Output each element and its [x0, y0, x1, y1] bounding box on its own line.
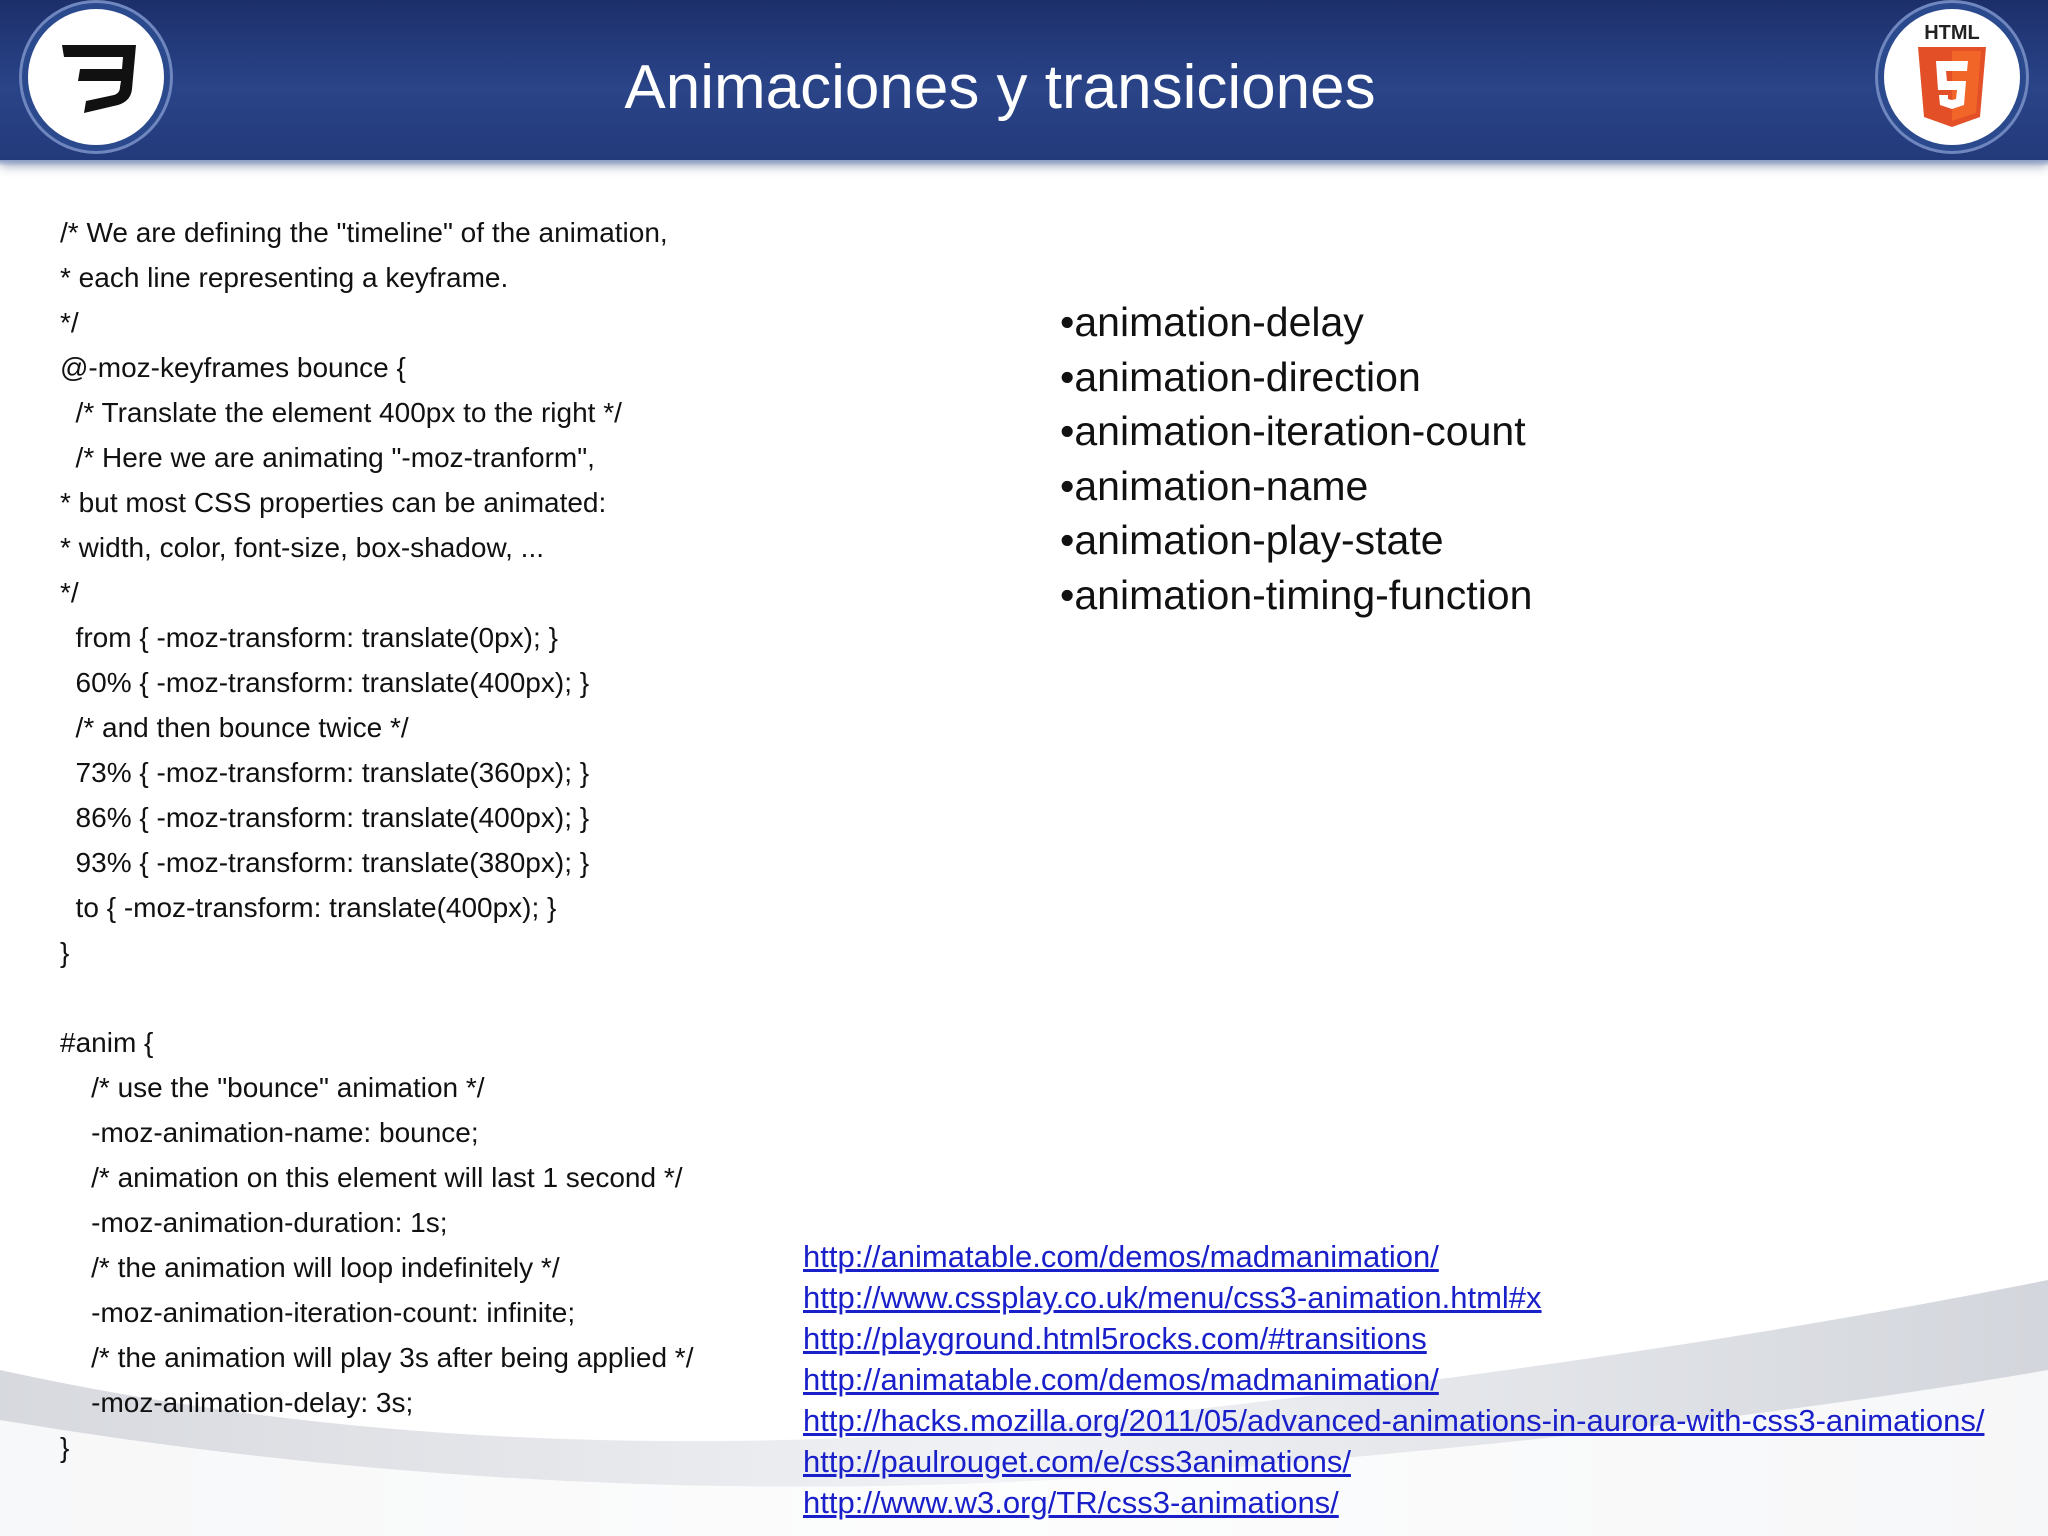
- code-line: 93% { -moz-transform: translate(380px); }: [60, 847, 590, 878]
- reference-link[interactable]: http://animatable.com/demos/madmanimation/: [803, 1239, 1439, 1274]
- reference-link[interactable]: http://paulrouget.com/e/css3animations/: [803, 1444, 1351, 1479]
- reference-link[interactable]: http://www.cssplay.co.uk/menu/css3-animation.html#x: [803, 1280, 1542, 1315]
- code-line: /* Here we are animating "-moz-tranform",: [60, 442, 595, 473]
- code-line: * each line representing a keyframe.: [60, 262, 509, 293]
- code-line: from { -moz-transform: translate(0px); }: [60, 622, 558, 653]
- code-line: 60% { -moz-transform: translate(400px); }: [60, 667, 590, 698]
- property-item: •animation-timing-function: [1060, 571, 1533, 618]
- code-line: @-moz-keyframes bounce {: [60, 352, 406, 383]
- code-line: /* Translate the element 400px to the right */: [60, 397, 622, 428]
- animation-properties-list: [1060, 295, 1760, 622]
- reference-links: [803, 1236, 2043, 1523]
- code-line: */: [60, 307, 79, 338]
- code-line: -moz-animation-delay: 3s;: [60, 1387, 414, 1418]
- code-line: [60, 975, 820, 1020]
- property-item: •animation-name: [1060, 462, 1369, 509]
- header-shadow-line: [0, 160, 2048, 166]
- property-item: •animation-iteration-count: [1060, 408, 1526, 454]
- html5-shield-icon: [1878, 3, 2026, 151]
- property-item: •animation-play-state: [1060, 517, 1444, 563]
- code-line: /* use the "bounce" animation */: [60, 1072, 485, 1103]
- reference-link[interactable]: http://www.w3.org/TR/css3-animations/: [803, 1485, 1339, 1520]
- code-block: [60, 210, 820, 1470]
- code-line: -moz-animation-name: bounce;: [60, 1117, 479, 1148]
- code-line: /* animation on this element will last 1 second */: [60, 1162, 683, 1193]
- slide-title: Animaciones y transiciones: [624, 53, 1376, 122]
- code-line: /* the animation will play 3s after being applied */: [60, 1342, 694, 1373]
- code-line: /* and then bounce twice */: [60, 712, 409, 743]
- code-line: /* the animation will loop indefinitely */: [60, 1252, 560, 1283]
- code-line: }: [60, 937, 70, 968]
- reference-link[interactable]: http://hacks.mozilla.org/2011/05/advanced-animations-in-aurora-with-css3-animations/: [803, 1403, 1985, 1438]
- code-line: }: [60, 1432, 70, 1463]
- html5-logo-label: HTML: [1924, 22, 1980, 44]
- reference-link[interactable]: http://playground.html5rocks.com/#transitions: [803, 1321, 1427, 1356]
- code-line: */: [60, 577, 79, 608]
- property-item: •animation-direction: [1060, 353, 1421, 400]
- code-line: to { -moz-transform: translate(400px); }: [60, 892, 557, 923]
- css3-shield-icon: [22, 3, 170, 151]
- code-line: /* We are defining the "timeline" of the animation,: [60, 217, 668, 248]
- code-line: -moz-animation-duration: 1s;: [60, 1207, 448, 1238]
- property-item: •animation-delay: [1060, 299, 1364, 345]
- code-line: * but most CSS properties can be animated:: [60, 487, 607, 518]
- code-line: -moz-animation-iteration-count: infinite;: [60, 1297, 576, 1328]
- reference-link[interactable]: http://animatable.com/demos/madmanimation/: [803, 1362, 1439, 1397]
- code-line: 86% { -moz-transform: translate(400px); }: [60, 802, 590, 833]
- code-line: #anim {: [60, 1027, 154, 1058]
- code-line: 73% { -moz-transform: translate(360px); }: [60, 757, 590, 788]
- code-line: * width, color, font-size, box-shadow, ...: [60, 532, 545, 563]
